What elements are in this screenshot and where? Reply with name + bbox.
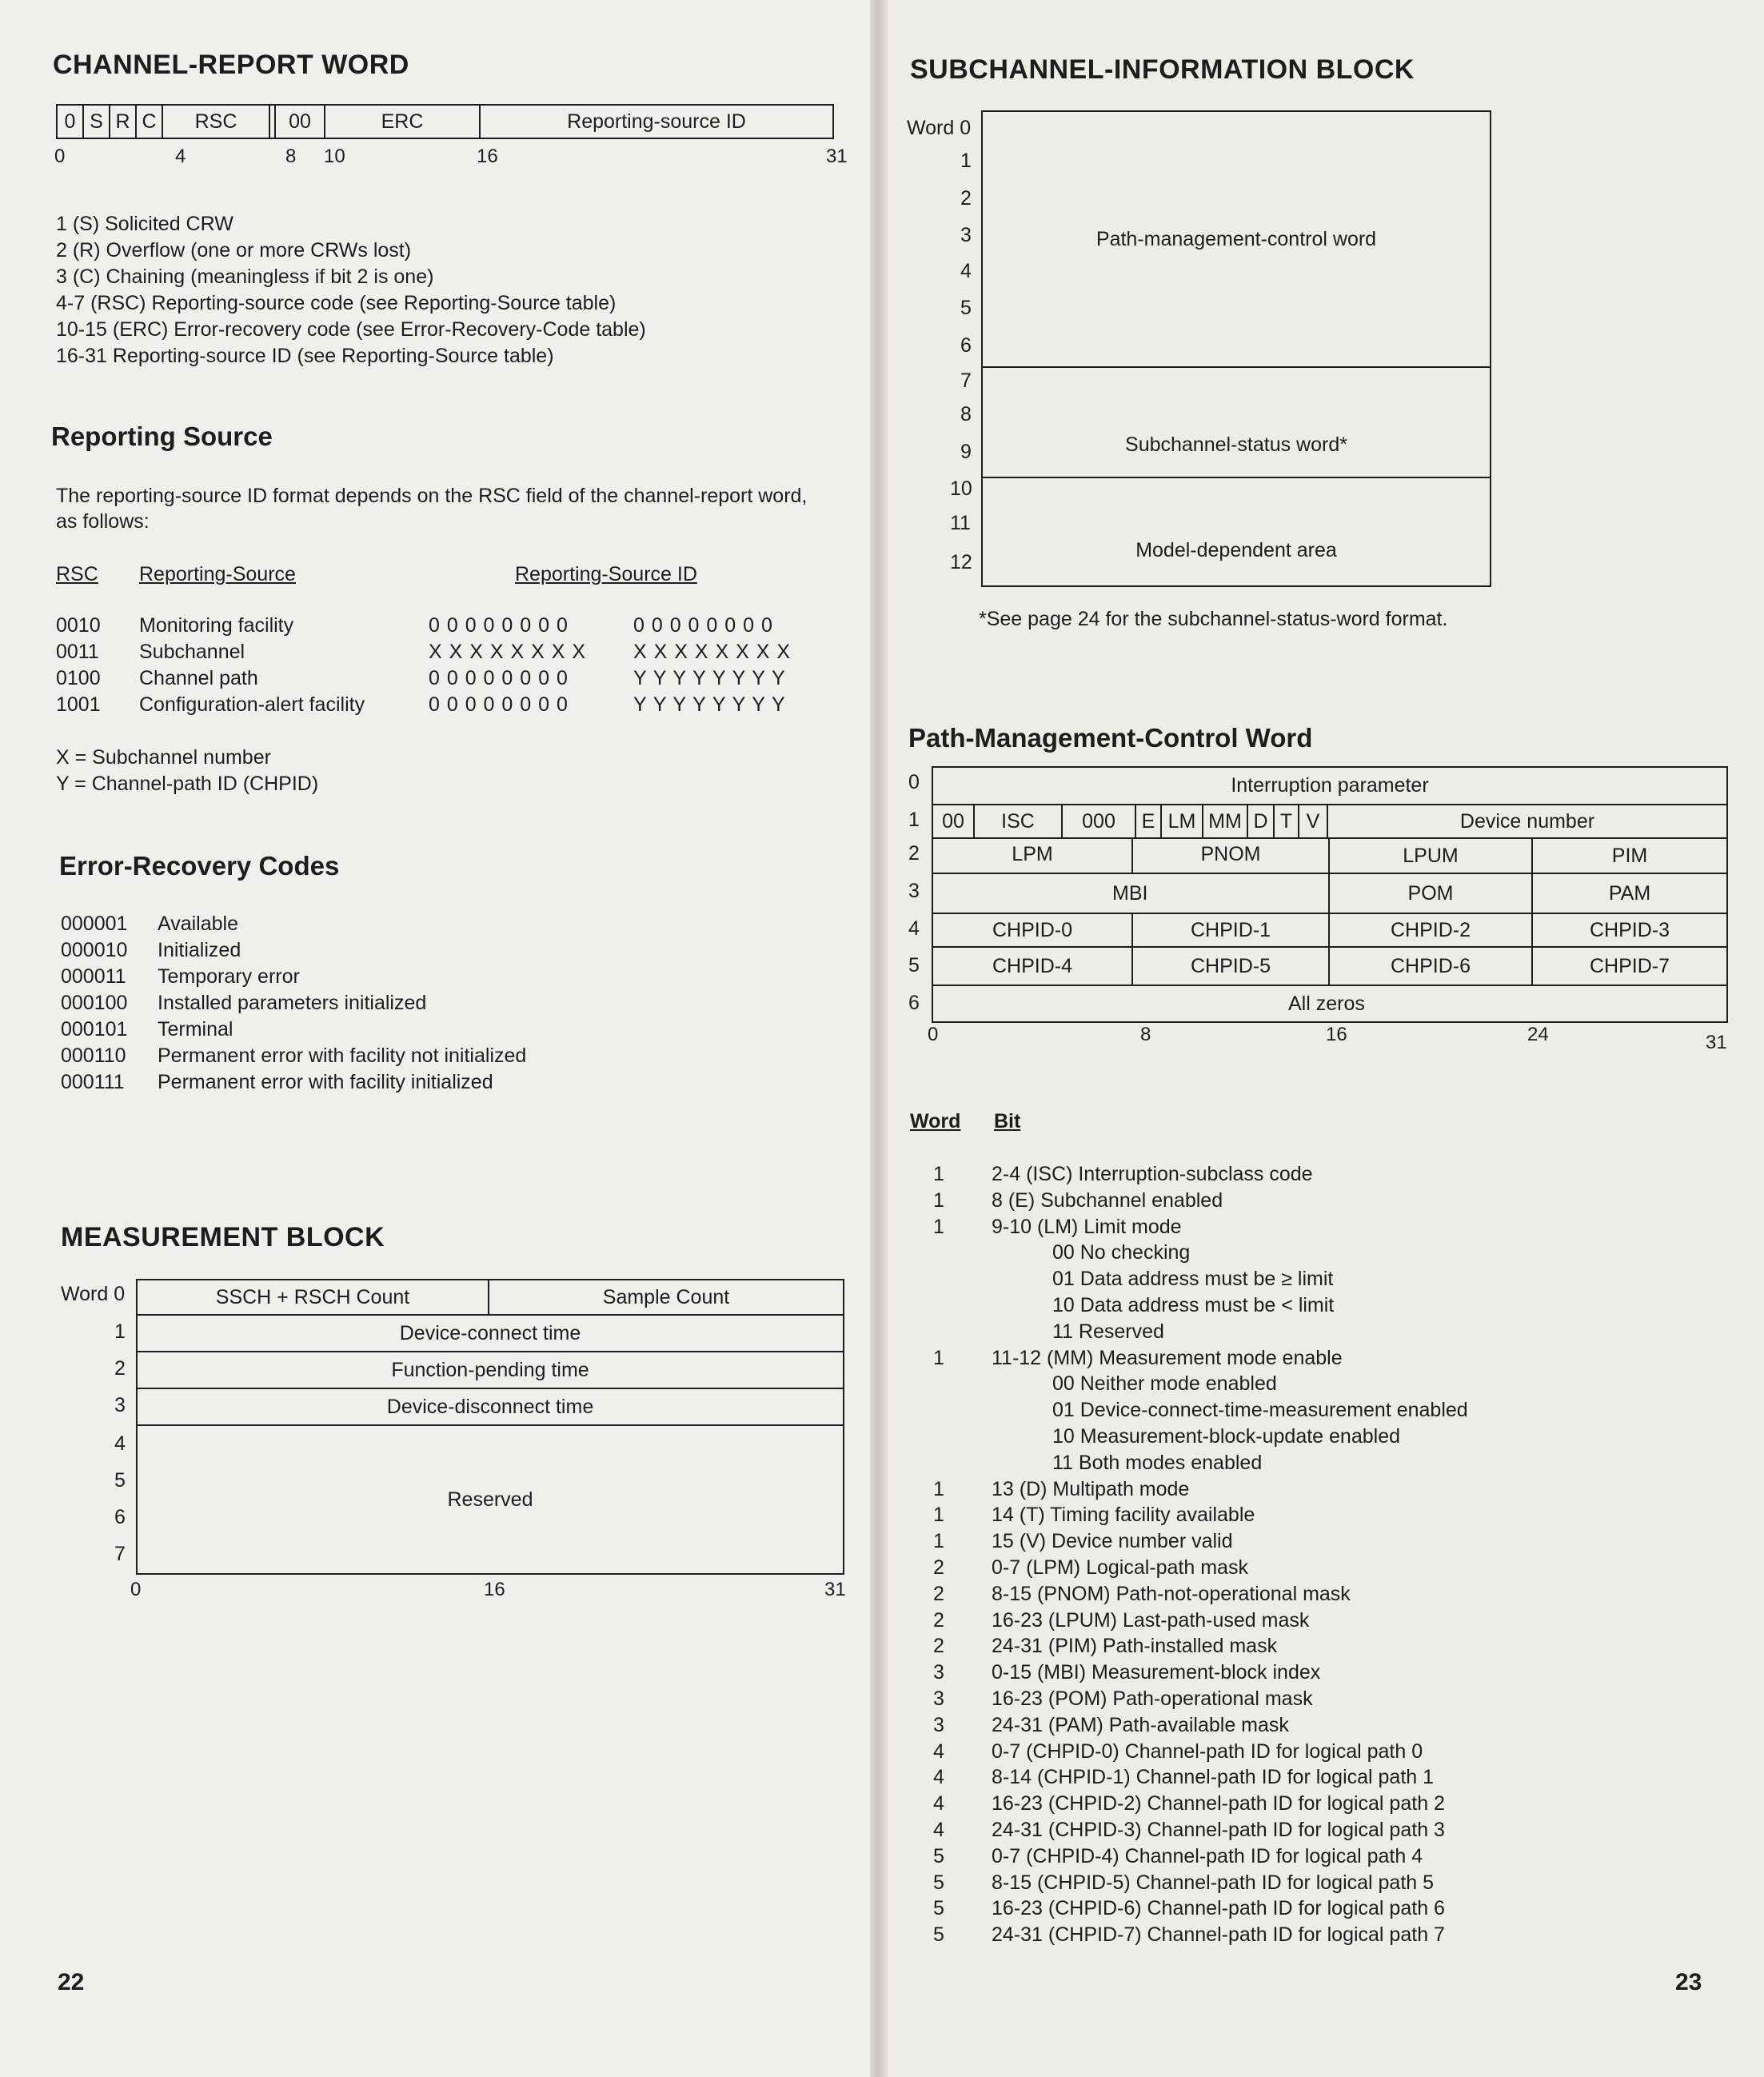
bit-label: 0 bbox=[130, 1579, 142, 1600]
erc-text: Initialized bbox=[158, 939, 241, 961]
word-label: 1 bbox=[960, 150, 972, 172]
bits-header-word: Word bbox=[910, 1110, 961, 1132]
crw-field: 00 bbox=[275, 105, 325, 138]
erc-text: Temporary error bbox=[158, 965, 300, 988]
book-gutter bbox=[870, 0, 888, 2077]
rs-header-rsc: RSC bbox=[56, 563, 98, 585]
pmcw-field: T bbox=[1273, 804, 1299, 839]
rs-id-high: 0 0 0 0 0 0 0 0 bbox=[429, 614, 569, 637]
bit-description: 10 Data address must be < limit bbox=[1052, 1294, 1335, 1316]
bit-description: 14 (T) Timing facility available bbox=[992, 1504, 1255, 1526]
bit-description: 8 (E) Subchannel enabled bbox=[992, 1189, 1223, 1212]
bit-word: 2 bbox=[933, 1635, 944, 1657]
bit-label: 24 bbox=[1527, 1024, 1549, 1045]
bit-word: 5 bbox=[933, 1923, 944, 1946]
schib-title: SUBCHANNEL-INFORMATION BLOCK bbox=[910, 54, 1415, 85]
word-label: 10 bbox=[950, 477, 972, 500]
bit-description: 13 (D) Multipath mode bbox=[992, 1478, 1190, 1500]
pmcw-pim: PIM bbox=[1531, 837, 1728, 874]
pmcw-field: ISC bbox=[973, 804, 1063, 839]
mb-ssch-rsch-count: SSCH + RSCH Count bbox=[136, 1279, 489, 1316]
bit-word: 3 bbox=[933, 1661, 944, 1684]
pmcw-interruption-parameter: Interruption parameter bbox=[932, 766, 1728, 805]
mb-device-connect-time: Device-connect time bbox=[136, 1314, 844, 1352]
pmcw-pam: PAM bbox=[1531, 873, 1728, 914]
pmcw-field: 000 bbox=[1061, 804, 1136, 839]
pmcw-chpid: CHPID-1 bbox=[1131, 913, 1330, 948]
erc-code: 000100 bbox=[61, 992, 128, 1014]
crw-note: 4-7 (RSC) Reporting-source code (see Reporting-Source table) bbox=[56, 292, 617, 314]
rs-legend: Y = Channel-path ID (CHPID) bbox=[56, 773, 319, 795]
bit-word: 5 bbox=[933, 1897, 944, 1919]
crw-field: RSC bbox=[162, 105, 269, 138]
mb-device-disconnect-time: Device-disconnect time bbox=[136, 1388, 844, 1426]
bit-description: 16-23 (POM) Path-operational mask bbox=[992, 1688, 1313, 1710]
page-number: 22 bbox=[58, 1969, 85, 1995]
crw-note: 10-15 (ERC) Error-recovery code (see Error-Recovery-Code table) bbox=[56, 318, 646, 341]
bit-word: 1 bbox=[933, 1189, 944, 1212]
rs-id-low: Y Y Y Y Y Y Y Y bbox=[633, 667, 786, 689]
word-label: 5 bbox=[114, 1469, 126, 1492]
erc-code: 000010 bbox=[61, 939, 128, 961]
pmcw-chpid: CHPID-5 bbox=[1131, 946, 1330, 986]
bit-description: 16-23 (CHPID-2) Channel-path ID for logical path 2 bbox=[992, 1792, 1445, 1815]
crw-field: 0 bbox=[57, 105, 83, 138]
word-label: 5 bbox=[908, 954, 920, 977]
bit-description: 01 Device-connect-time-measurement enabled bbox=[1052, 1399, 1468, 1421]
erc-code: 000110 bbox=[61, 1044, 126, 1067]
word-label: 4 bbox=[960, 260, 972, 282]
bit-description: 9-10 (LM) Limit mode bbox=[992, 1216, 1182, 1238]
bit-description: 8-15 (CHPID-5) Channel-path ID for logical path 5 bbox=[992, 1871, 1435, 1894]
pmcw-chpid: CHPID-2 bbox=[1328, 913, 1533, 948]
bit-description: 00 Neither mode enabled bbox=[1052, 1372, 1277, 1395]
bit-word: 3 bbox=[933, 1714, 944, 1736]
word-label: 9 bbox=[960, 441, 972, 463]
word-label: 11 bbox=[950, 512, 971, 534]
bit-word: 4 bbox=[933, 1792, 944, 1815]
rs-intro: as follows: bbox=[56, 510, 150, 533]
page-number: 23 bbox=[1675, 1969, 1702, 1995]
word-label: 5 bbox=[960, 297, 972, 319]
rs-header-source: Reporting-Source bbox=[139, 563, 296, 585]
rs-intro: The reporting-source ID format depends on the RSC field of the channel-report word, bbox=[56, 485, 808, 507]
pmcw-lpum: LPUM bbox=[1328, 837, 1533, 874]
bit-word: 1 bbox=[933, 1478, 944, 1500]
bit-word: 2 bbox=[933, 1556, 944, 1579]
bit-description: 11 Both modes enabled bbox=[1052, 1452, 1263, 1474]
word-label: 1 bbox=[114, 1320, 126, 1343]
bit-description: 8-15 (PNOM) Path-not-operational mask bbox=[992, 1583, 1351, 1605]
schib-pmcw: Path-management-control word bbox=[981, 110, 1491, 368]
crw-field: ERC bbox=[325, 105, 480, 138]
pmcw-field: 00 bbox=[932, 804, 975, 839]
crw-field: C bbox=[136, 105, 162, 138]
bit-word: 1 bbox=[933, 1504, 944, 1526]
crw-note: 16-31 Reporting-source ID (see Reporting-Source table) bbox=[56, 345, 554, 367]
bit-word: 5 bbox=[933, 1871, 944, 1894]
rs-source: Configuration-alert facility bbox=[139, 693, 365, 716]
erc-heading: Error-Recovery Codes bbox=[59, 851, 340, 881]
bit-word: 1 bbox=[933, 1216, 944, 1238]
word-label: 2 bbox=[908, 842, 920, 865]
bit-word: 4 bbox=[933, 1740, 944, 1763]
bit-label: 16 bbox=[1326, 1024, 1347, 1045]
bit-word: 1 bbox=[933, 1347, 944, 1369]
bit-description: 24-31 (PAM) Path-available mask bbox=[992, 1714, 1289, 1736]
schib-subchannel-status-word: Subchannel-status word* bbox=[981, 366, 1491, 478]
bit-word: 2 bbox=[933, 1583, 944, 1605]
word-label: 6 bbox=[908, 992, 920, 1014]
crw-field bbox=[269, 105, 275, 138]
word-label: 8 bbox=[960, 403, 972, 425]
bit-label: 16 bbox=[477, 146, 498, 167]
rs-rsc: 0010 bbox=[56, 614, 101, 637]
schib-footnote: *See page 24 for the subchannel-status-word format. bbox=[979, 608, 1448, 630]
bit-label: 31 bbox=[1706, 1032, 1727, 1053]
pmcw-field: V bbox=[1298, 804, 1328, 839]
erc-code: 000001 bbox=[61, 913, 128, 935]
bit-label: 10 bbox=[324, 146, 345, 167]
crw-title: CHANNEL-REPORT WORD bbox=[53, 50, 409, 80]
rs-id-low: Y Y Y Y Y Y Y Y bbox=[633, 693, 786, 716]
measurement-block-title: MEASUREMENT BLOCK bbox=[61, 1222, 385, 1252]
pmcw-pom: POM bbox=[1328, 873, 1533, 914]
pmcw-lpm: LPM bbox=[932, 837, 1133, 874]
word-label: Word 0 bbox=[61, 1283, 126, 1305]
pmcw-field: D bbox=[1247, 804, 1275, 839]
crw-field: S bbox=[83, 105, 110, 138]
bit-word: 1 bbox=[933, 1163, 944, 1185]
bit-description: 24-31 (CHPID-3) Channel-path ID for logical path 3 bbox=[992, 1819, 1445, 1841]
crw-note: 3 (C) Chaining (meaningless if bit 2 is one) bbox=[56, 266, 434, 288]
bit-description: 24-31 (CHPID-7) Channel-path ID for logical path 7 bbox=[992, 1923, 1445, 1946]
bit-description: 0-7 (LPM) Logical-path mask bbox=[992, 1556, 1248, 1579]
pmcw-chpid: CHPID-4 bbox=[932, 946, 1133, 986]
bit-label: 0 bbox=[928, 1024, 939, 1045]
bit-label: 8 bbox=[1140, 1024, 1151, 1045]
pmcw-field: LM bbox=[1160, 804, 1203, 839]
erc-text: Installed parameters initialized bbox=[158, 992, 427, 1014]
bit-label: 16 bbox=[484, 1579, 505, 1600]
word-label: 2 bbox=[960, 187, 972, 210]
rs-rsc: 1001 bbox=[56, 693, 101, 716]
schib-model-dependent-area: Model-dependent area bbox=[981, 477, 1491, 587]
word-label: 3 bbox=[114, 1394, 126, 1416]
rs-rsc: 0011 bbox=[56, 641, 99, 663]
word-label: 7 bbox=[114, 1543, 126, 1565]
bit-description: 11 Reserved bbox=[1052, 1320, 1164, 1343]
pmcw-all-zeros: All zeros bbox=[932, 985, 1728, 1023]
bit-word: 3 bbox=[933, 1688, 944, 1710]
bit-description: 01 Data address must be ≥ limit bbox=[1052, 1268, 1334, 1290]
bit-word: 5 bbox=[933, 1845, 944, 1867]
erc-code: 000011 bbox=[61, 965, 126, 988]
mb-sample-count: Sample Count bbox=[488, 1279, 844, 1316]
pmcw-pnom: PNOM bbox=[1131, 837, 1330, 874]
word-label: 6 bbox=[114, 1506, 126, 1528]
rs-id-low: X X X X X X X X bbox=[633, 641, 792, 663]
crw-register bbox=[56, 104, 834, 139]
mb-reserved: Reserved bbox=[136, 1424, 844, 1575]
bits-header-bit: Bit bbox=[994, 1110, 1021, 1132]
rs-id-high: X X X X X X X X bbox=[429, 641, 587, 663]
bit-word: 4 bbox=[933, 1819, 944, 1841]
rs-id-high: 0 0 0 0 0 0 0 0 bbox=[429, 693, 569, 716]
rs-rsc: 0100 bbox=[56, 667, 101, 689]
word-label: 4 bbox=[114, 1432, 126, 1455]
bit-description: 00 No checking bbox=[1052, 1241, 1191, 1264]
bit-description: 0-15 (MBI) Measurement-block index bbox=[992, 1661, 1321, 1684]
word-label: Word 0 bbox=[907, 117, 972, 139]
pmcw-chpid: CHPID-6 bbox=[1328, 946, 1533, 986]
rs-legend: X = Subchannel number bbox=[56, 746, 271, 769]
rs-header-id: Reporting-Source ID bbox=[515, 563, 697, 585]
word-label: 3 bbox=[908, 880, 920, 902]
erc-text: Permanent error with facility not initialized bbox=[158, 1044, 527, 1067]
bit-label: 8 bbox=[285, 146, 297, 167]
rs-source: Subchannel bbox=[139, 641, 245, 663]
bit-label: 31 bbox=[826, 146, 848, 167]
word-label: 2 bbox=[114, 1357, 126, 1380]
erc-code: 000101 bbox=[61, 1018, 128, 1040]
word-label: 3 bbox=[960, 224, 972, 246]
bit-description: 24-31 (PIM) Path-installed mask bbox=[992, 1635, 1278, 1657]
bit-word: 4 bbox=[933, 1766, 944, 1788]
bit-description: 16-23 (CHPID-6) Channel-path ID for logical path 6 bbox=[992, 1897, 1445, 1919]
rs-source: Channel path bbox=[139, 667, 258, 689]
word-label: 6 bbox=[960, 334, 972, 357]
bit-word: 2 bbox=[933, 1609, 944, 1632]
word-label: 4 bbox=[908, 917, 920, 940]
pmcw-heading: Path-Management-Control Word bbox=[908, 723, 1313, 753]
bit-description: 8-14 (CHPID-1) Channel-path ID for logical path 1 bbox=[992, 1766, 1435, 1788]
pmcw-chpid: CHPID-3 bbox=[1531, 913, 1728, 948]
rs-source: Monitoring facility bbox=[139, 614, 294, 637]
pmcw-chpid: CHPID-7 bbox=[1531, 946, 1728, 986]
bit-label: 4 bbox=[175, 146, 186, 167]
bit-description: 16-23 (LPUM) Last-path-used mask bbox=[992, 1609, 1310, 1632]
word-label: 1 bbox=[908, 809, 920, 831]
rs-id-high: 0 0 0 0 0 0 0 0 bbox=[429, 667, 569, 689]
bit-description: 11-12 (MM) Measurement mode enable bbox=[992, 1347, 1343, 1369]
reporting-source-heading: Reporting Source bbox=[51, 421, 273, 451]
pmcw-device-number: Device number bbox=[1327, 804, 1728, 839]
bit-label: 31 bbox=[824, 1579, 846, 1600]
bit-description: 0-7 (CHPID-0) Channel-path ID for logical path 0 bbox=[992, 1740, 1423, 1763]
mb-function-pending-time: Function-pending time bbox=[136, 1351, 844, 1389]
bit-description: 15 (V) Device number valid bbox=[992, 1530, 1233, 1552]
erc-text: Permanent error with facility initialized bbox=[158, 1071, 493, 1093]
word-label: 12 bbox=[950, 551, 972, 573]
erc-text: Available bbox=[158, 913, 239, 935]
crw-note: 1 (S) Solicited CRW bbox=[56, 213, 233, 235]
pmcw-field: MM bbox=[1202, 804, 1248, 839]
bit-word: 1 bbox=[933, 1530, 944, 1552]
pmcw-mbi: MBI bbox=[932, 873, 1330, 914]
erc-code: 000111 bbox=[61, 1071, 125, 1093]
pmcw-field: E bbox=[1135, 804, 1162, 839]
crw-field: Reporting-source ID bbox=[480, 105, 833, 138]
pmcw-chpid: CHPID-0 bbox=[932, 913, 1133, 948]
word-label: 7 bbox=[960, 369, 972, 392]
rs-id-low: 0 0 0 0 0 0 0 0 bbox=[633, 614, 773, 637]
bit-description: 10 Measurement-block-update enabled bbox=[1052, 1425, 1400, 1448]
bit-description: 2-4 (ISC) Interruption-subclass code bbox=[992, 1163, 1313, 1185]
crw-note: 2 (R) Overflow (one or more CRWs lost) bbox=[56, 239, 412, 262]
word-label: 0 bbox=[908, 771, 920, 793]
erc-text: Terminal bbox=[158, 1018, 233, 1040]
bit-label: 0 bbox=[54, 146, 66, 167]
crw-field: R bbox=[110, 105, 136, 138]
bit-description: 0-7 (CHPID-4) Channel-path ID for logical path 4 bbox=[992, 1845, 1423, 1867]
